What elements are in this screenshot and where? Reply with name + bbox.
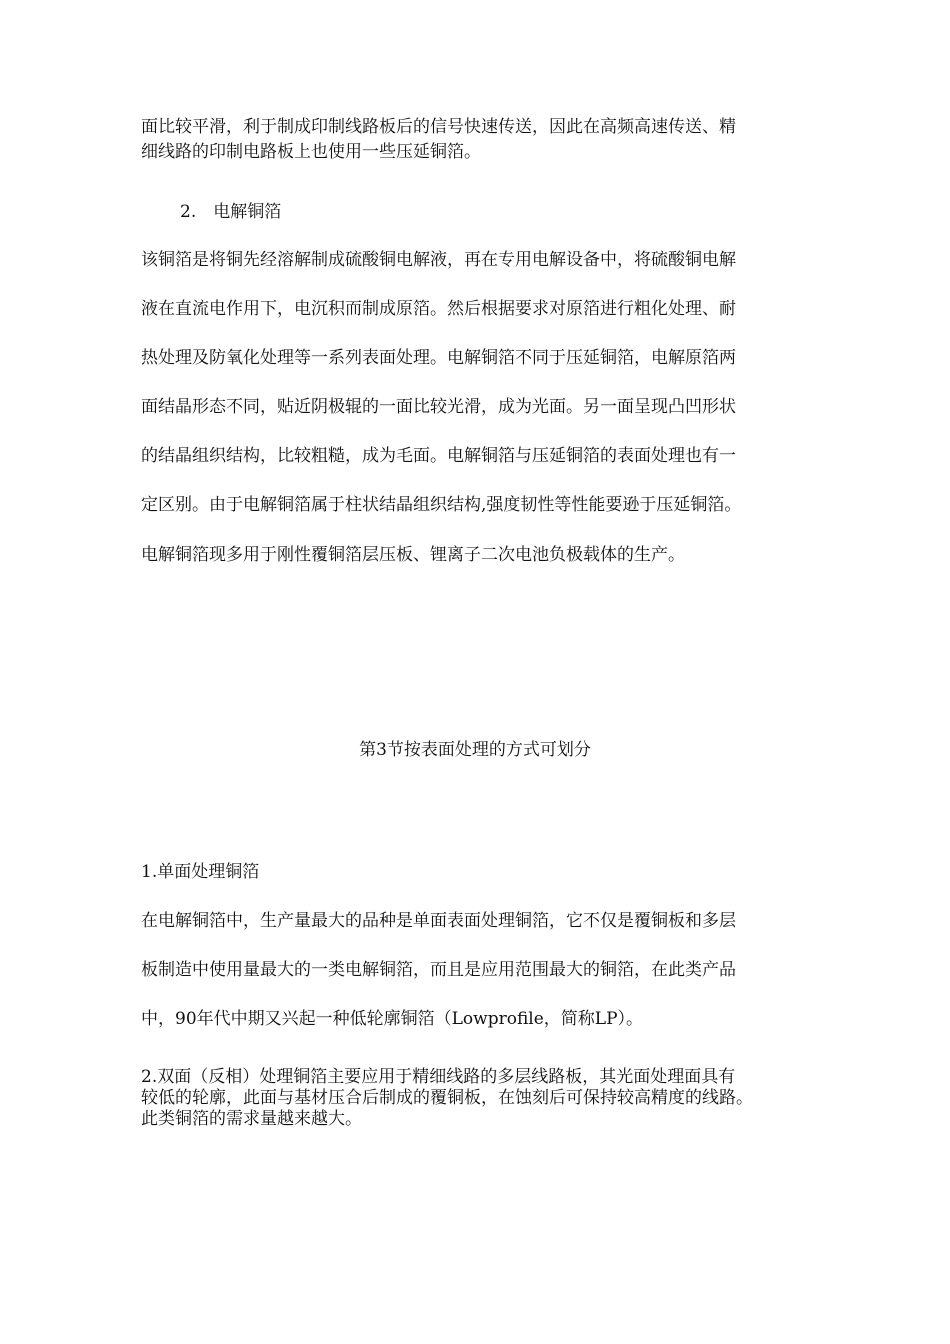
- paragraph-line: 板制造中使用量最大的一类电解铜箔，而且是应用范围最大的铜箔，在此类产品: [141, 960, 736, 980]
- paragraph-line: 中，90年代中期又兴起一种低轮廓铜箔（Lowprofile，简称LP）。: [141, 1009, 644, 1029]
- paragraph-line: 的结晶组织结构，比较粗糙，成为毛面。电解铜箔与压延铜箔的表面处理也有一: [141, 446, 736, 466]
- intro-line: 细线路的印制电路板上也使用一些压延铜箔。: [141, 142, 481, 162]
- paragraph-line: 液在直流电作用下，电沉积而制成原箔。然后根据要求对原箔进行粗化处理、耐: [141, 299, 736, 319]
- paragraph-line: 电解铜箔现多用于刚性覆铜箔层压板、锂离子二次电池负极载体的生产。: [141, 545, 685, 565]
- paragraph-line: 2.双面（反相）处理铜箔主要应用于精细线路的多层线路板，其光面处理面具有: [141, 1067, 736, 1087]
- paragraph-line: 此类铜箔的需求量越来越大。: [141, 1109, 362, 1129]
- paragraph-line: 较低的轮廓，此面与基材压合后制成的覆铜板，在蚀刻后可保持较高精度的线路。: [141, 1088, 753, 1108]
- paragraph-line: 在电解铜箔中，生产量最大的品种是单面表面处理铜箔，它不仅是覆铜板和多层: [141, 911, 736, 931]
- sub-heading-electrolytic: 2. 电解铜箔: [180, 202, 282, 222]
- section-title: 第3节按表面处理的方式可划分: [359, 740, 591, 760]
- paragraph-line: 定区别。由于电解铜箔属于柱状结晶组织结构,强度韧性等性能要逊于压延铜箔。: [141, 495, 742, 515]
- paragraph-line: 热处理及防氧化处理等一系列表面处理。电解铜箔不同于压延铜箔，电解原箔两: [141, 348, 736, 368]
- paragraph-line: 面结晶形态不同，贴近阴极辊的一面比较光滑，成为光面。另一面呈现凸凹形状: [141, 397, 736, 417]
- item-heading: 1.单面处理铜箔: [141, 862, 260, 882]
- intro-line: 面比较平滑，利于制成印制线路板后的信号快速传送，因此在高频高速传送、精: [141, 117, 736, 137]
- paragraph-line: 该铜箔是将铜先经溶解制成硫酸铜电解液，再在专用电解设备中，将硫酸铜电解: [141, 250, 736, 270]
